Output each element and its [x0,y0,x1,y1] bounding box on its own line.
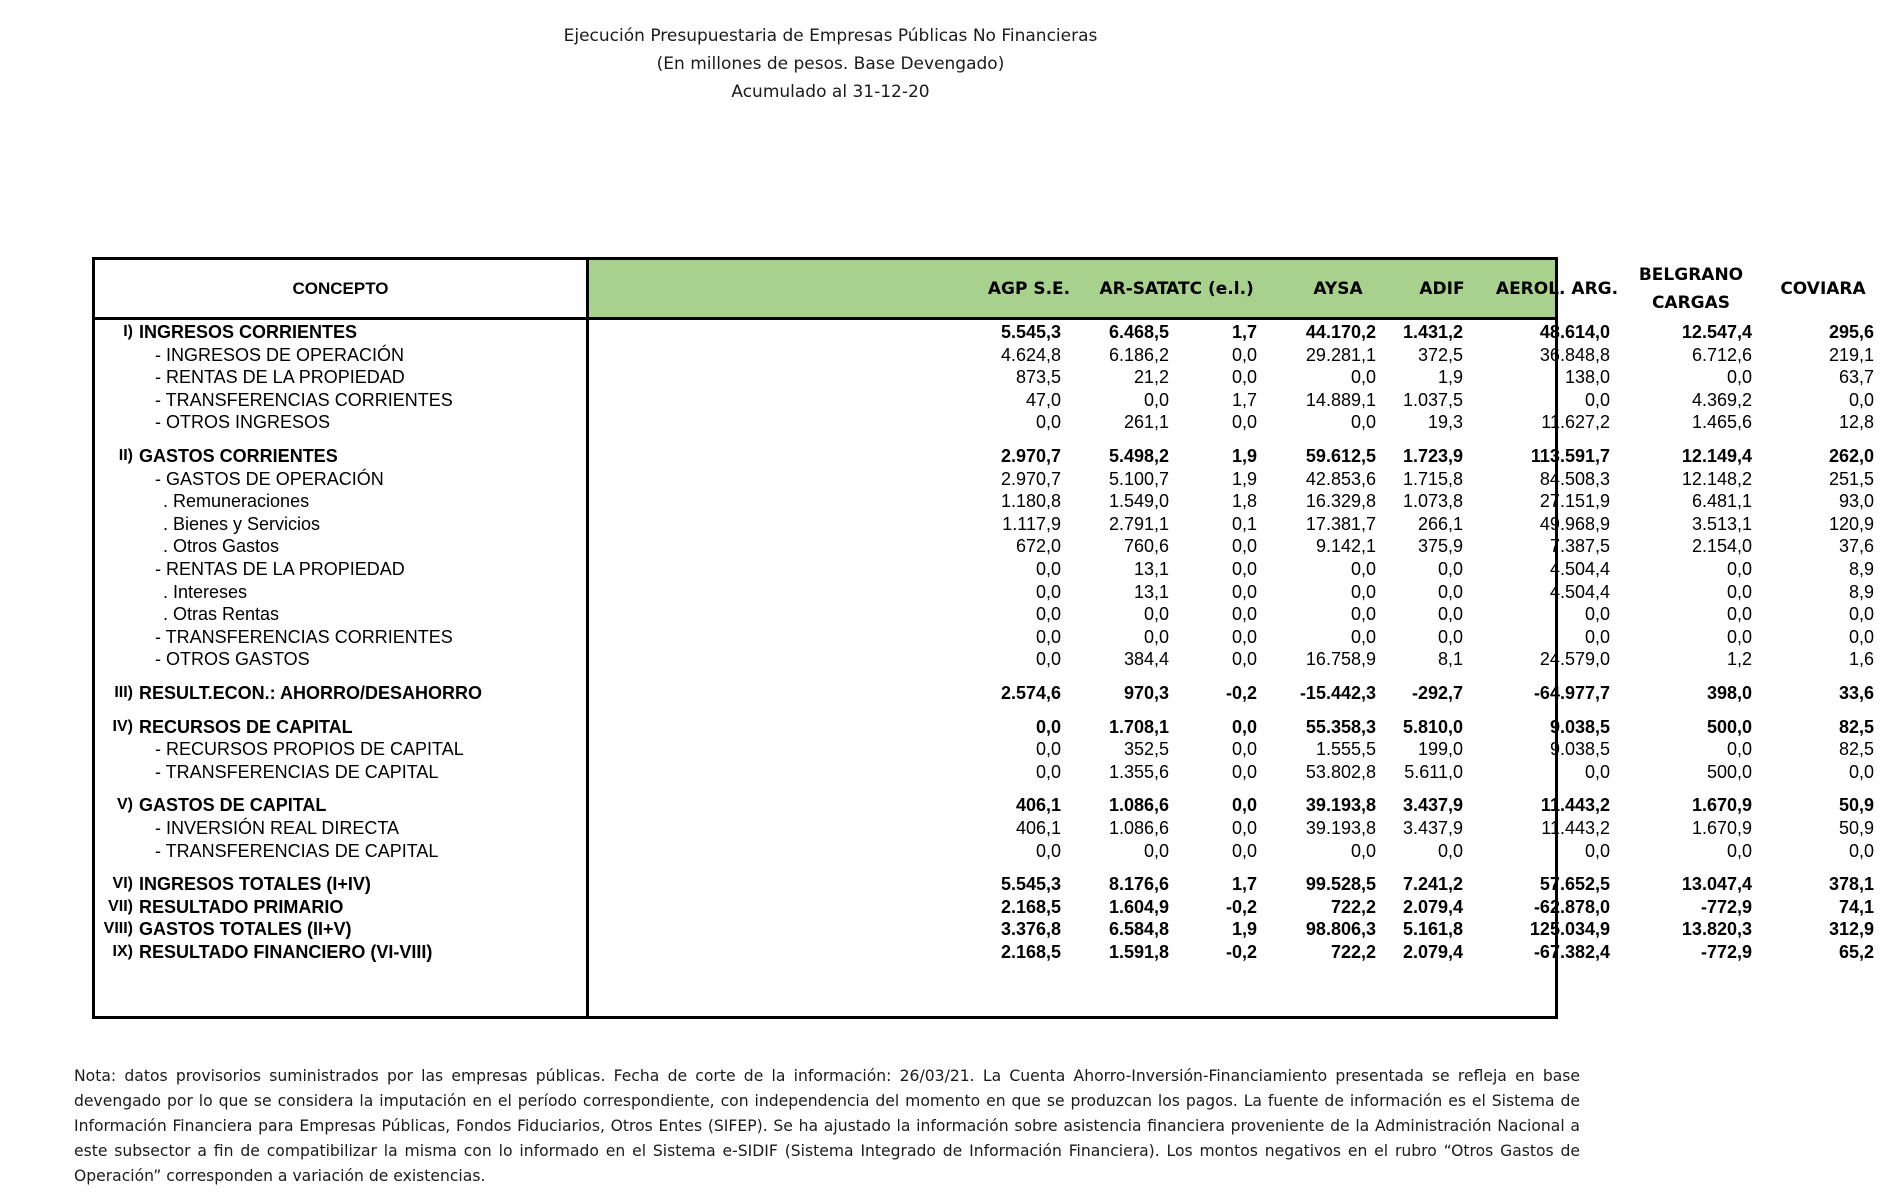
report-period: Acumulado al 31-12-20 [731,82,930,102]
row-value: 12.547,4 [1681,322,1752,342]
row-value: 120,9 [1828,514,1874,534]
row-value: 0,0 [1726,604,1752,624]
row-value: -15.442,3 [1299,683,1376,703]
row-value: 6.468,5 [1108,322,1169,342]
row-value: 16.329,8 [1305,491,1376,511]
row-value: 13,1 [1133,582,1169,602]
table-row [95,444,1874,468]
table-row [95,602,1874,626]
row-label: - RENTAS DE LA PROPIEDAD [155,559,405,579]
row-value: 0,0 [1231,559,1257,579]
table-row [95,917,1874,941]
row-value: 9.038,5 [1549,739,1610,759]
row-value: -0,2 [1225,942,1257,962]
row-value: 1,9 [1437,367,1463,387]
row-value: 3.513,1 [1691,514,1752,534]
row-value: 0,0 [1726,367,1752,387]
row-value: 1.670,9 [1691,795,1752,815]
row-value: 8,9 [1848,582,1874,602]
row-value: 0,0 [1726,627,1752,647]
row-value: 36.848,8 [1539,345,1610,365]
row-value: 0,0 [1035,739,1061,759]
row-value: 1.708,1 [1108,717,1169,737]
row-label: . Intereses [163,582,248,602]
report-subtitle: (En millones de pesos. Base Devengado) [656,54,1005,74]
row-value: 21,2 [1133,367,1169,387]
row-value: 1,8 [1231,491,1257,511]
row-value: 2.079,4 [1402,942,1463,962]
row-value: 0,0 [1350,559,1376,579]
row-value: 0,0 [1848,762,1874,782]
row-value: 500,0 [1706,717,1752,737]
row-number: III) [114,684,133,701]
row-value: 0,0 [1231,841,1257,861]
row-value: 500,0 [1706,762,1752,782]
row-value: 82,5 [1838,717,1874,737]
report-header [0,22,1661,106]
row-value: 3.437,9 [1402,818,1463,838]
column-header: AYSA [1313,278,1363,299]
row-value: 0,0 [1035,412,1061,432]
row-value: 1.555,5 [1315,739,1376,759]
row-value: 7.387,5 [1549,536,1610,556]
row-label: GASTOS CORRIENTES [139,446,338,466]
row-value: 5.161,8 [1402,919,1463,939]
row-value: 0,0 [1584,762,1610,782]
row-value: 33,6 [1838,683,1874,703]
row-value: -64.977,7 [1533,683,1610,703]
row-value: 1.086,6 [1108,818,1169,838]
row-value: 0,0 [1848,390,1874,410]
row-value: 0,0 [1350,582,1376,602]
column-header: BELGRANO CARGAS [1638,264,1744,313]
row-value: 5.611,0 [1404,762,1463,782]
row-value: 0,0 [1350,604,1376,624]
table-row [95,737,1874,761]
row-value: 0,0 [1231,739,1257,759]
table-row [95,557,1874,581]
row-value: 5.545,3 [1000,322,1061,342]
row-value: 47,0 [1025,390,1061,410]
row-number: VIII) [103,920,133,937]
row-value: -67.382,4 [1533,942,1610,962]
row-value: 6.712,6 [1691,345,1752,365]
row-value: 0,0 [1437,582,1463,602]
row-value: 2.168,5 [1000,897,1061,917]
row-value: 13,1 [1133,559,1169,579]
row-value: 0,0 [1231,412,1257,432]
table-row [95,467,1874,491]
row-label: - OTROS INGRESOS [155,412,331,432]
row-value: 74,1 [1838,897,1874,917]
row-value: 0,0 [1584,841,1610,861]
row-value: 13.047,4 [1681,874,1752,894]
row-number: VII) [108,898,133,915]
row-value: 8.176,6 [1108,874,1169,894]
row-value: 6.186,2 [1108,345,1169,365]
row-value: 2.791,1 [1108,514,1169,534]
row-value: 138,0 [1564,367,1610,387]
budget-table [92,257,1874,1019]
row-value: 0,0 [1143,604,1169,624]
row-value: 0,0 [1231,762,1257,782]
row-value: 4.504,4 [1549,582,1610,602]
table-row [95,839,1874,863]
row-value: 2.168,5 [1000,942,1061,962]
table-row [95,793,1874,817]
row-value: 219,1 [1828,345,1874,365]
row-value: 50,9 [1838,818,1874,838]
row-value: 5.545,3 [1000,874,1061,894]
row-value: 406,1 [1015,795,1061,815]
row-value: 1.431,2 [1402,322,1463,342]
row-value: 39.193,8 [1305,795,1376,815]
row-value: 82,5 [1838,739,1874,759]
row-value: 0,0 [1437,559,1463,579]
row-value: 1.073,8 [1402,491,1463,511]
row-value: 59.612,5 [1305,446,1376,466]
row-value: 1,7 [1231,874,1257,894]
row-value: 1,2 [1726,649,1752,669]
row-value: 312,9 [1828,919,1874,939]
table-row [95,940,1874,964]
table-row [95,410,1874,434]
row-value: -62.878,0 [1533,897,1610,917]
row-value: 0,0 [1231,345,1257,365]
row-value: 1.037,5 [1402,390,1463,410]
row-value: 8,9 [1848,559,1874,579]
row-label: RESULT.ECON.: AHORRO/DESAHORRO [139,683,483,703]
row-value: 17.381,7 [1305,514,1376,534]
row-value: 5.100,7 [1108,469,1169,489]
row-value: 11.627,2 [1541,412,1610,432]
row-value: 4.624,8 [1000,345,1061,365]
row-value: 9.142,1 [1315,536,1376,556]
row-value: -772,9 [1700,942,1752,962]
table-row [95,681,1874,705]
row-value: 1.670,9 [1691,818,1752,838]
row-value: 0,0 [1143,841,1169,861]
row-value: 0,0 [1143,390,1169,410]
row-label: - OTROS GASTOS [155,649,310,669]
row-value: 50,9 [1838,795,1874,815]
table-row [95,760,1874,784]
row-value: 760,6 [1123,536,1169,556]
row-number: I) [123,323,133,340]
row-value: 1.117,9 [1002,514,1061,534]
row-label: GASTOS TOTALES (II+V) [139,919,352,939]
row-value: 27.151,9 [1539,491,1610,511]
row-value: 55.358,3 [1305,717,1376,737]
row-value: 722,2 [1330,942,1376,962]
row-value: 375,9 [1417,536,1463,556]
row-label: - RECURSOS PROPIOS DE CAPITAL [155,739,464,759]
row-value: 2.970,7 [1000,469,1061,489]
row-value: 12.148,2 [1681,469,1752,489]
row-value: 39.193,8 [1305,818,1376,838]
row-value: 0,0 [1437,604,1463,624]
row-value: 0,0 [1848,841,1874,861]
row-number: II) [118,447,133,464]
row-value: 1,9 [1231,446,1257,466]
row-value: 0,0 [1584,627,1610,647]
row-value: 0,0 [1437,841,1463,861]
row-value: 873,5 [1015,367,1061,387]
row-value: 6.584,8 [1108,919,1169,939]
table-row [95,388,1874,412]
row-value: 262,0 [1828,446,1874,466]
row-value: 1.180,8 [1000,491,1061,511]
row-value: 1,9 [1231,919,1257,939]
row-value: 266,1 [1417,514,1463,534]
table-row [95,895,1874,919]
row-value: 48.614,0 [1539,322,1610,342]
row-value: 29.281,1 [1305,345,1376,365]
row-value: 2.154,0 [1691,536,1752,556]
row-value: 125.034,9 [1529,919,1610,939]
row-value: 19,3 [1427,412,1463,432]
row-value: 1,7 [1231,322,1257,342]
row-value: 406,1 [1015,818,1061,838]
row-label: - TRANSFERENCIAS DE CAPITAL [155,841,439,861]
row-value: 4.504,4 [1549,559,1610,579]
row-value: 113.591,7 [1530,446,1610,466]
row-value: 295,6 [1828,322,1874,342]
row-value: 0,0 [1035,582,1061,602]
column-header: ADIF [1419,278,1465,299]
row-value: 9.038,5 [1549,717,1610,737]
row-number: IV) [112,718,133,735]
row-value: 1.604,9 [1108,897,1169,917]
row-value: 0,0 [1584,604,1610,624]
row-value: 0,0 [1035,604,1061,624]
row-value: 378,1 [1828,874,1874,894]
row-value: 2.574,6 [1000,683,1061,703]
table-row [95,489,1874,513]
row-value: 372,5 [1417,345,1463,365]
row-value: 14.889,1 [1305,390,1376,410]
row-value: 3.437,9 [1402,795,1463,815]
row-value: 12,8 [1838,412,1874,432]
row-label: - RENTAS DE LA PROPIEDAD [155,367,405,387]
table-row [95,580,1874,604]
row-value: 0,0 [1726,582,1752,602]
row-value: 13.820,3 [1681,919,1752,939]
row-value: 0,0 [1848,604,1874,624]
row-value: 0,0 [1350,412,1376,432]
row-value: 24.579,0 [1539,649,1610,669]
row-value: 99.528,5 [1305,874,1376,894]
row-value: 1.086,6 [1108,795,1169,815]
row-value: 8,1 [1437,649,1463,669]
row-value: 199,0 [1417,739,1463,759]
column-header: AEROL. ARG. [1495,278,1619,299]
row-value: 0,0 [1726,841,1752,861]
row-value: 0,0 [1231,795,1257,815]
row-value: 84.508,3 [1539,469,1610,489]
row-value: 1,7 [1231,390,1257,410]
row-value: 0,0 [1350,367,1376,387]
row-value: 16.758,9 [1305,649,1376,669]
row-value: 4.369,2 [1691,390,1752,410]
row-value: 0,0 [1231,582,1257,602]
table-row [95,715,1874,739]
row-label: RESULTADO PRIMARIO [139,897,344,917]
table-row [95,534,1874,558]
row-value: 11.443,2 [1541,818,1610,838]
row-value: 1.715,8 [1402,469,1463,489]
row-value: 1,6 [1848,649,1874,669]
row-value: 0,0 [1726,739,1752,759]
row-label: . Otras Rentas [163,604,280,624]
row-value: 44.170,2 [1305,322,1376,342]
row-value: 0,0 [1231,604,1257,624]
row-label: . Remuneraciones [163,491,310,511]
row-value: 42.853,6 [1305,469,1376,489]
table-row [95,872,1874,896]
row-label: - TRANSFERENCIAS CORRIENTES [155,627,453,647]
row-value: 0,0 [1584,390,1610,410]
row-value: 261,1 [1123,412,1169,432]
row-number: V) [117,796,133,813]
row-value: 2.970,7 [1000,446,1061,466]
row-value: 0,0 [1231,818,1257,838]
row-value: 49.968,9 [1539,514,1610,534]
row-value: 93,0 [1838,491,1874,511]
row-value: 98.806,3 [1305,919,1376,939]
row-number: VI) [112,875,133,892]
row-value: 0,0 [1437,627,1463,647]
table-row [95,625,1874,649]
row-value: -0,2 [1225,683,1257,703]
row-value: 0,0 [1035,762,1061,782]
concept-header: CONCEPTO [292,278,389,298]
row-value: 1.465,6 [1691,412,1752,432]
column-header: AGP S.E. [987,278,1071,299]
row-value: 0,0 [1035,717,1061,737]
table-row [95,512,1874,536]
row-value: 970,3 [1123,683,1169,703]
row-label: RECURSOS DE CAPITAL [139,717,353,737]
row-value: 1.355,6 [1108,762,1169,782]
table-row [95,343,1874,367]
row-value: 3.376,8 [1000,919,1061,939]
row-value: 1.549,0 [1108,491,1169,511]
row-value: 0,0 [1035,559,1061,579]
row-value: 0,0 [1231,649,1257,669]
row-label: - GASTOS DE OPERACIÓN [155,469,384,489]
row-value: 0,0 [1035,841,1061,861]
row-value: -0,2 [1225,897,1257,917]
row-value: 0,0 [1726,559,1752,579]
row-label: . Otros Gastos [163,536,280,556]
report-title: Ejecución Presupuestaria de Empresas Públicas No Financieras [563,26,1098,46]
row-value: 722,2 [1330,897,1376,917]
row-label: GASTOS DE CAPITAL [139,795,327,815]
row-value: 11.443,2 [1540,795,1610,815]
row-value: 1,9 [1231,469,1257,489]
table-header [95,260,1866,320]
row-value: 1.591,8 [1108,942,1169,962]
row-label: INGRESOS TOTALES (I+IV) [139,874,371,894]
row-value: 37,6 [1838,536,1874,556]
row-value: 53.802,8 [1305,762,1376,782]
column-header: AR-SAT [1099,278,1169,299]
row-value: 0,0 [1231,367,1257,387]
row-label: - INGRESOS DE OPERACIÓN [155,345,405,365]
table-row [95,647,1874,671]
row-value: 352,5 [1123,739,1169,759]
row-value: 57.652,5 [1539,874,1610,894]
row-value: 0,0 [1231,627,1257,647]
row-value: 0,0 [1848,627,1874,647]
table-row [95,320,1874,344]
row-value: -772,9 [1700,897,1752,917]
row-label: INGRESOS CORRIENTES [139,322,358,342]
row-value: 0,0 [1231,717,1257,737]
row-value: 0,1 [1231,514,1257,534]
row-value: 5.498,2 [1108,446,1169,466]
row-label: - TRANSFERENCIAS CORRIENTES [155,390,453,410]
row-value: 5.810,0 [1402,717,1463,737]
row-label: - INVERSIÓN REAL DIRECTA [155,818,400,838]
row-value: 6.481,1 [1691,491,1752,511]
footnote: Nota: datos provisorios suministrados por las empresas públicas. Fecha de corte de la información: 26/03/21. La Cuenta Ahorro-Inversión-Financiamiento presentada se refleja en base devengado por lo que se considera la imputación en el período correspondiente, con independencia del momento en que se produzcan los pagos. La fuente de información es el Sistema de Información Financiera para Empresas Públicas, Fondos Fiduciarios, Otros Entes (SIFEP). Se ha ajustado la información sobre asistencia financiera proveniente de la Administración Nacional a este subsector a fin de compatibilizar la misma con lo informado en el Sistema e-SIDIF (Sistema Integrado de Información Financiera). Los montos negativos en el rubro “Otros Gastos de Operación” corresponden a variación de existencias. [74,1067,1580,1185]
row-label: - TRANSFERENCIAS DE CAPITAL [155,762,439,782]
column-header: COVIARA [1780,278,1866,299]
row-value: 2.079,4 [1402,897,1463,917]
row-value: 0,0 [1350,627,1376,647]
row-number: IX) [112,943,133,960]
row-value: 398,0 [1706,683,1752,703]
row-value: 251,5 [1828,469,1874,489]
row-value: 0,0 [1231,536,1257,556]
row-label: RESULTADO FINANCIERO (VI-VIII) [139,942,433,962]
row-value: 672,0 [1015,536,1061,556]
row-value: 12.149,4 [1681,446,1752,466]
row-value: 63,7 [1838,367,1874,387]
row-value: -292,7 [1411,683,1463,703]
row-value: 384,4 [1123,649,1169,669]
row-value: 1.723,9 [1402,446,1463,466]
row-value: 0,0 [1350,841,1376,861]
table-row [95,365,1874,389]
row-value: 0,0 [1143,627,1169,647]
row-value: 7.241,2 [1402,874,1463,894]
row-label: . Bienes y Servicios [163,514,321,534]
column-header: ATC (e.l.) [1166,278,1254,299]
row-value: 65,2 [1838,942,1874,962]
table-row [95,816,1874,840]
row-value: 0,0 [1035,627,1061,647]
row-value: 0,0 [1035,649,1061,669]
